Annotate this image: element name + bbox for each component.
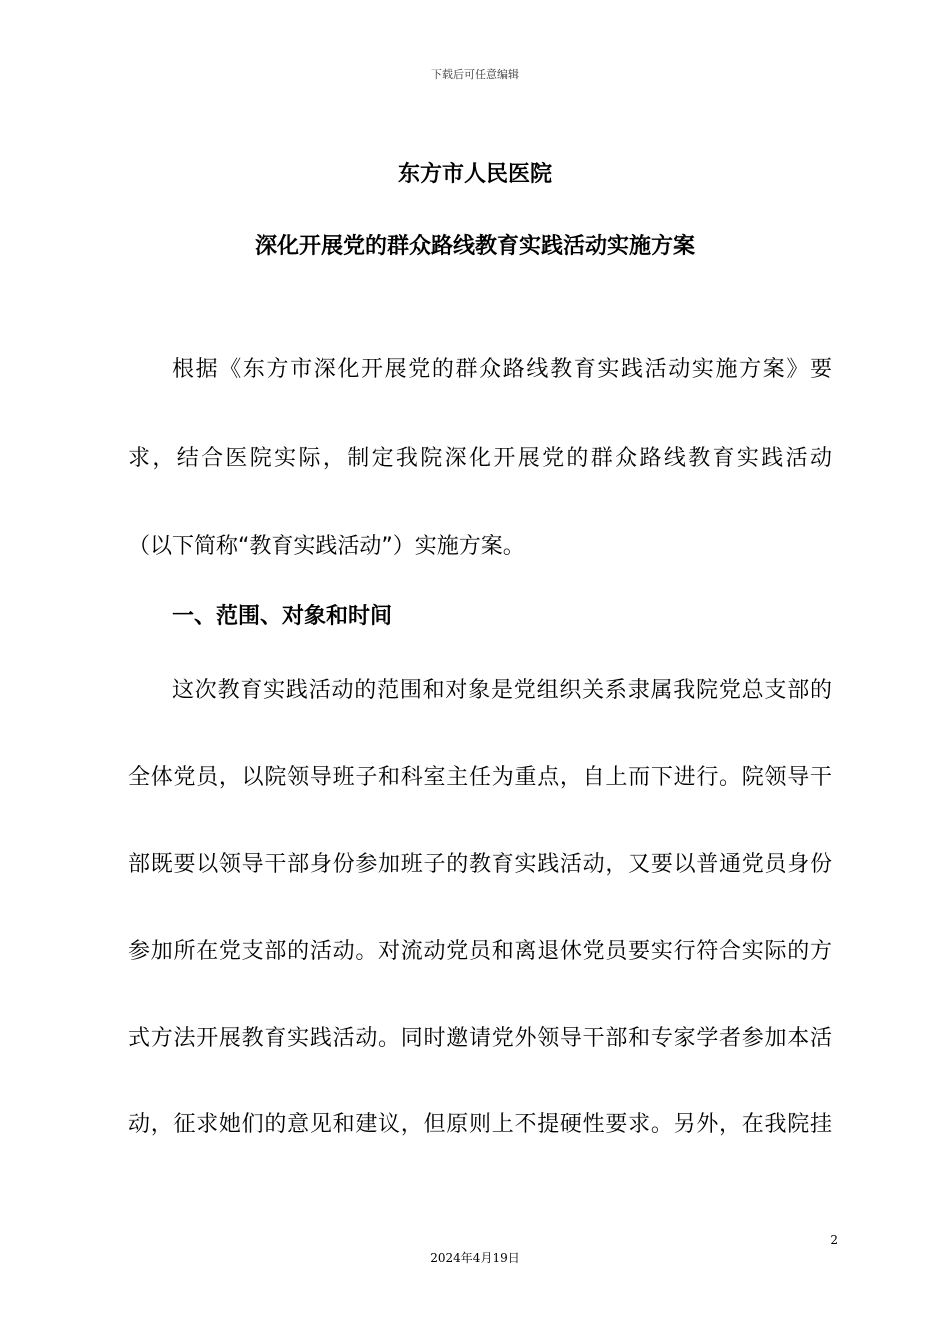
section1-line-5: 式方法开展教育实践活动。同时邀请党外领导干部和专家学者参加本活 — [128, 1026, 832, 1051]
section1-line-5-block — [128, 1024, 832, 1054]
section1-line-6-block — [128, 1110, 832, 1140]
document-title-main: 深化开展党的群众路线教育实践活动实施方案 — [254, 234, 695, 259]
section1-line-4-block — [128, 937, 832, 967]
header-note: 下载后可任意编辑 — [431, 68, 519, 81]
document-title-organization: 东方市人民医院 — [397, 162, 552, 187]
intro-line-2-block — [128, 444, 832, 474]
section1-line-2-block — [128, 763, 832, 793]
section1-line-3: 部既要以领导干部身份参加班子的教育实践活动，又要以普通党员身份 — [128, 852, 832, 877]
intro-line-3: （以下简称“教育实践活动”）实施方案。 — [128, 534, 525, 559]
intro-line-1: 根据《东方市深化开展党的群众路线教育实践活动实施方案》要 — [172, 357, 832, 382]
section1-line-2: 全体党员，以院领导班子和科室主任为重点，自上而下进行。院领导干 — [128, 765, 832, 790]
intro-line-3-block — [128, 532, 832, 562]
page-number: 2 — [830, 1233, 838, 1247]
section1-line-6: 动，征求她们的意见和建议，但原则上不提硬性要求。另外，在我院挂 — [128, 1112, 832, 1137]
intro-line-1-block — [128, 355, 832, 385]
section1-line-3-block — [128, 850, 832, 880]
intro-line-2: 求，结合医院实际，制定我院深化开展党的群众路线教育实践活动 — [128, 446, 832, 471]
section-heading-scope: 一、范围、对象和时间 — [172, 604, 393, 629]
footer-date: 2024年4月19日 — [430, 1251, 520, 1265]
section1-line-4: 参加所在党支部的活动。对流动党员和离退休党员要实行符合实际的方 — [128, 939, 832, 964]
section1-line-1-block — [128, 676, 832, 706]
section1-line-1: 这次教育实践活动的范围和对象是党组织关系隶属我院党总支部的 — [172, 678, 832, 703]
